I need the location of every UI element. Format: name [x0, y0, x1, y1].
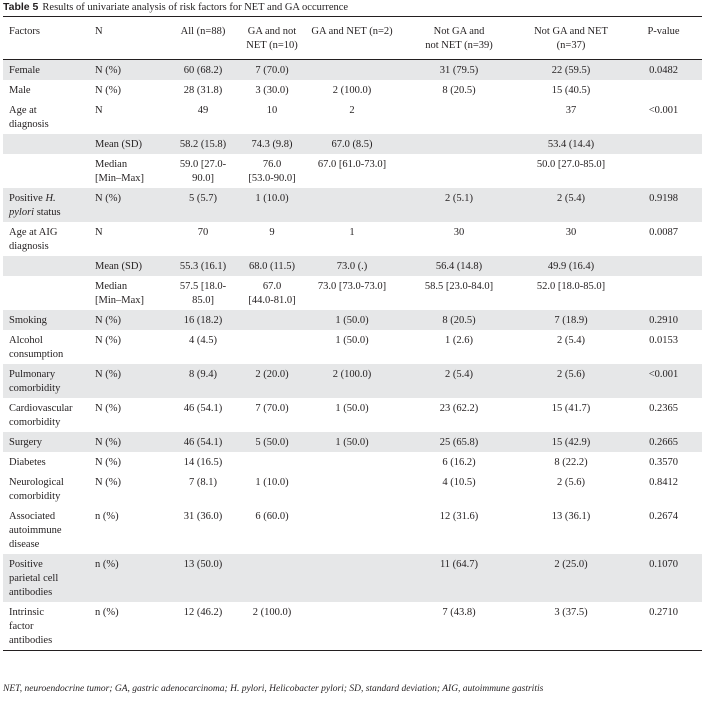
table-number: Table 5: [3, 1, 39, 13]
value-cell: 0.3570: [649, 457, 678, 468]
value-cell: 12 (31.6): [439, 511, 479, 522]
value-cell: 28 (31.8): [183, 85, 223, 96]
factor-cell: Cardiovascular comorbidity: [9, 403, 73, 428]
value-cell: [397, 100, 517, 134]
value-cell: 13 (36.1): [551, 511, 591, 522]
value-cell: 1 (2.6): [445, 335, 473, 346]
value-cell: 57.5 [18.0- 85.0]: [179, 281, 227, 306]
table-caption: [3, 0, 348, 15]
value-cell: 7 (70.0): [255, 403, 289, 414]
value-cell: 46 (54.1): [183, 403, 223, 414]
value-cell: 15 (41.7): [551, 403, 591, 414]
value-cell: 74.3 (9.8): [251, 139, 293, 150]
measure-cell: Median [Min–Max]: [95, 159, 144, 184]
factor-cell: [3, 154, 89, 188]
measure-cell: Median [Min–Max]: [95, 281, 144, 306]
value-cell: 2 (5.4): [557, 193, 585, 204]
table-row: [3, 80, 702, 100]
column-header: Not GA and NET (n=37): [534, 26, 608, 51]
value-cell: 0.2710: [649, 607, 678, 618]
value-cell: 37: [565, 105, 577, 116]
measure-cell: N (%): [95, 437, 121, 448]
value-cell: 0.2665: [649, 437, 678, 448]
value-cell: 3 (30.0): [255, 85, 289, 96]
value-cell: 58.5 [23.0-84.0]: [424, 281, 494, 292]
value-cell: 0.9198: [649, 193, 678, 204]
measure-cell: N (%): [95, 335, 121, 346]
value-cell: 1 (50.0): [335, 403, 369, 414]
value-cell: 4 (4.5): [189, 335, 217, 346]
table-row: [3, 330, 702, 364]
value-cell: 30: [565, 227, 577, 238]
value-cell: 6 (16.2): [442, 457, 476, 468]
measure-cell: n (%): [95, 511, 119, 522]
factor-cell: Age at diagnosis: [9, 105, 49, 130]
value-cell: 15 (42.9): [551, 437, 591, 448]
value-cell: 2: [349, 105, 355, 116]
value-cell: [237, 554, 303, 602]
value-cell: 53.4 (14.4): [547, 139, 595, 150]
value-cell: 3 (37.5): [554, 607, 588, 618]
value-cell: 0.0153: [649, 335, 678, 346]
value-cell: [397, 134, 517, 154]
value-cell: 14 (16.5): [183, 457, 223, 468]
column-header: GA and not NET (n=10): [246, 26, 298, 51]
value-cell: 8 (9.4): [189, 369, 217, 380]
measure-cell: N (%): [95, 457, 121, 468]
value-cell: 0.2910: [649, 315, 678, 326]
table-body: [3, 60, 702, 651]
value-cell: 0.0482: [649, 65, 678, 76]
value-cell: [303, 188, 397, 222]
value-cell: 8 (20.5): [442, 85, 476, 96]
value-cell: 70: [197, 227, 209, 238]
value-cell: [621, 276, 702, 310]
table-row: [3, 310, 702, 330]
value-cell: 6 (60.0): [255, 511, 289, 522]
factor-cell: Neurological comorbidity: [9, 477, 64, 502]
table-row: [3, 60, 702, 81]
factor-cell: Female: [9, 65, 40, 76]
value-cell: [237, 452, 303, 472]
value-cell: 10: [266, 105, 278, 116]
value-cell: 25 (65.8): [439, 437, 479, 448]
value-cell: 8 (20.5): [442, 315, 476, 326]
table-row: [3, 364, 702, 398]
value-cell: 31 (79.5): [439, 65, 479, 76]
value-cell: 76.0 [53.0-90.0]: [248, 159, 296, 184]
value-cell: 67.0 (8.5): [331, 139, 373, 150]
value-cell: 9: [269, 227, 275, 238]
value-cell: 2 (5.4): [445, 369, 473, 380]
measure-cell: n (%): [95, 607, 119, 618]
value-cell: 52.0 [18.0-85.0]: [536, 281, 606, 292]
value-cell: 59.0 [27.0- 90.0]: [179, 159, 227, 184]
value-cell: 30: [453, 227, 465, 238]
measure-cell: N (%): [95, 477, 121, 488]
factor-cell: Associated autoimmune disease: [9, 511, 62, 550]
value-cell: 13 (50.0): [183, 559, 223, 570]
value-cell: 12 (46.2): [183, 607, 223, 618]
value-cell: 1 (10.0): [255, 477, 289, 488]
value-cell: 2 (5.6): [557, 369, 585, 380]
table-row: [3, 256, 702, 276]
factor-cell: [3, 276, 89, 310]
table-row: [3, 100, 702, 134]
column-header: Factors: [9, 26, 40, 37]
value-cell: [303, 60, 397, 81]
measure-cell: Mean (SD): [95, 261, 142, 272]
value-cell: <0.001: [648, 105, 679, 116]
measure-cell: N (%): [95, 403, 121, 414]
table-row: [3, 432, 702, 452]
value-cell: 55.3 (16.1): [179, 261, 227, 272]
factor-cell: Positive H. pylori status: [9, 193, 61, 218]
factor-cell: Positive parietal cell antibodies: [9, 559, 59, 598]
factor-cell: Male: [9, 85, 31, 96]
measure-cell: n (%): [95, 559, 119, 570]
value-cell: 0.1070: [649, 559, 678, 570]
value-cell: 2 (5.4): [557, 335, 585, 346]
value-cell: 67.0 [44.0-81.0]: [248, 281, 296, 306]
value-cell: [303, 602, 397, 651]
header-row: [3, 17, 702, 60]
measure-cell: N: [95, 227, 103, 238]
value-cell: 7 (70.0): [255, 65, 289, 76]
value-cell: 15 (40.5): [551, 85, 591, 96]
value-cell: 11 (64.7): [439, 559, 479, 570]
column-header: Not GA and not NET (n=39): [425, 26, 493, 51]
value-cell: 0.2365: [649, 403, 678, 414]
value-cell: 4 (10.5): [442, 477, 476, 488]
value-cell: 2 (20.0): [255, 369, 289, 380]
table-row: [3, 452, 702, 472]
value-cell: 49: [197, 105, 209, 116]
value-cell: [621, 154, 702, 188]
value-cell: [621, 134, 702, 154]
factor-cell: Intrinsic factor antibodies: [9, 607, 53, 646]
column-header: GA and NET (n=2): [311, 26, 393, 37]
factor-cell: Surgery: [9, 437, 43, 448]
value-cell: [237, 330, 303, 364]
value-cell: 46 (54.1): [183, 437, 223, 448]
value-cell: 7 (43.8): [442, 607, 476, 618]
measure-cell: N (%): [95, 315, 121, 326]
factor-cell: [3, 256, 89, 276]
table-row: [3, 276, 702, 310]
value-cell: 31 (36.0): [183, 511, 223, 522]
value-cell: [303, 554, 397, 602]
measure-cell: N (%): [95, 369, 121, 380]
table-footnote: NET, neuroendocrine tumor; GA, gastric adenocarcinoma; H. pylori, Helicobacter pylori; SD, standard deviation; AIG, autoimmune gastritis: [3, 684, 544, 694]
table-row: [3, 154, 702, 188]
measure-cell: N: [95, 105, 103, 116]
value-cell: [397, 154, 517, 188]
value-cell: 2 (5.1): [445, 193, 473, 204]
factor-cell: Diabetes: [9, 457, 46, 468]
value-cell: 22 (59.5): [551, 65, 591, 76]
value-cell: 56.4 (14.8): [435, 261, 483, 272]
value-cell: 2 (100.0): [332, 369, 372, 380]
value-cell: 60 (68.2): [183, 65, 223, 76]
value-cell: [303, 506, 397, 554]
value-cell: 5 (5.7): [189, 193, 217, 204]
value-cell: 5 (50.0): [255, 437, 289, 448]
value-cell: 1 (50.0): [335, 437, 369, 448]
value-cell: 2 (5.6): [557, 477, 585, 488]
value-cell: 7 (8.1): [189, 477, 217, 488]
column-header: N: [95, 26, 103, 37]
factor-cell: Age at AIG diagnosis: [9, 227, 58, 252]
measure-cell: N (%): [95, 65, 121, 76]
value-cell: <0.001: [648, 369, 679, 380]
value-cell: 1: [349, 227, 355, 238]
value-cell: 73.0 (.): [336, 261, 368, 272]
table-title: Results of univariate analysis of risk factors for NET and GA occurrence: [42, 2, 349, 13]
measure-cell: N (%): [95, 85, 121, 96]
table-row: [3, 554, 702, 602]
value-cell: 8 (22.2): [554, 457, 588, 468]
value-cell: 23 (62.2): [439, 403, 479, 414]
table-header: [3, 17, 702, 60]
value-cell: [237, 310, 303, 330]
factor-cell: [3, 134, 89, 154]
value-cell: [621, 80, 702, 100]
value-cell: 7 (18.9): [554, 315, 588, 326]
value-cell: 0.8412: [649, 477, 678, 488]
value-cell: [303, 472, 397, 506]
value-cell: 2 (25.0): [554, 559, 588, 570]
table-row: [3, 506, 702, 554]
table-row: [3, 602, 702, 651]
column-header: P-value: [647, 26, 680, 37]
value-cell: 0.0087: [649, 227, 678, 238]
factor-cell: Smoking: [9, 315, 47, 326]
value-cell: [621, 256, 702, 276]
measure-cell: N (%): [95, 193, 121, 204]
value-cell: 1 (50.0): [335, 315, 369, 326]
value-cell: 73.0 [73.0-73.0]: [317, 281, 387, 292]
value-cell: 2 (100.0): [252, 607, 292, 618]
value-cell: 2 (100.0): [332, 85, 372, 96]
table-row: [3, 222, 702, 256]
value-cell: 1 (10.0): [255, 193, 289, 204]
table-row: [3, 188, 702, 222]
risk-factors-table: [3, 16, 702, 651]
table-row: [3, 134, 702, 154]
factor-cell: Pulmonary comorbidity: [9, 369, 61, 394]
table-row: [3, 398, 702, 432]
column-header: All (n=88): [180, 26, 226, 37]
value-cell: 50.0 [27.0-85.0]: [536, 159, 606, 170]
value-cell: [303, 452, 397, 472]
factor-cell: Alcohol consumption: [9, 335, 64, 360]
value-cell: 49.9 (16.4): [547, 261, 595, 272]
value-cell: 68.0 (11.5): [249, 261, 295, 272]
measure-cell: Mean (SD): [95, 139, 142, 150]
table-row: [3, 472, 702, 506]
value-cell: 67.0 [61.0-73.0]: [317, 159, 387, 170]
value-cell: 16 (18.2): [183, 315, 223, 326]
value-cell: 0.2674: [649, 511, 678, 522]
value-cell: 1 (50.0): [335, 335, 369, 346]
value-cell: 58.2 (15.8): [179, 139, 227, 150]
